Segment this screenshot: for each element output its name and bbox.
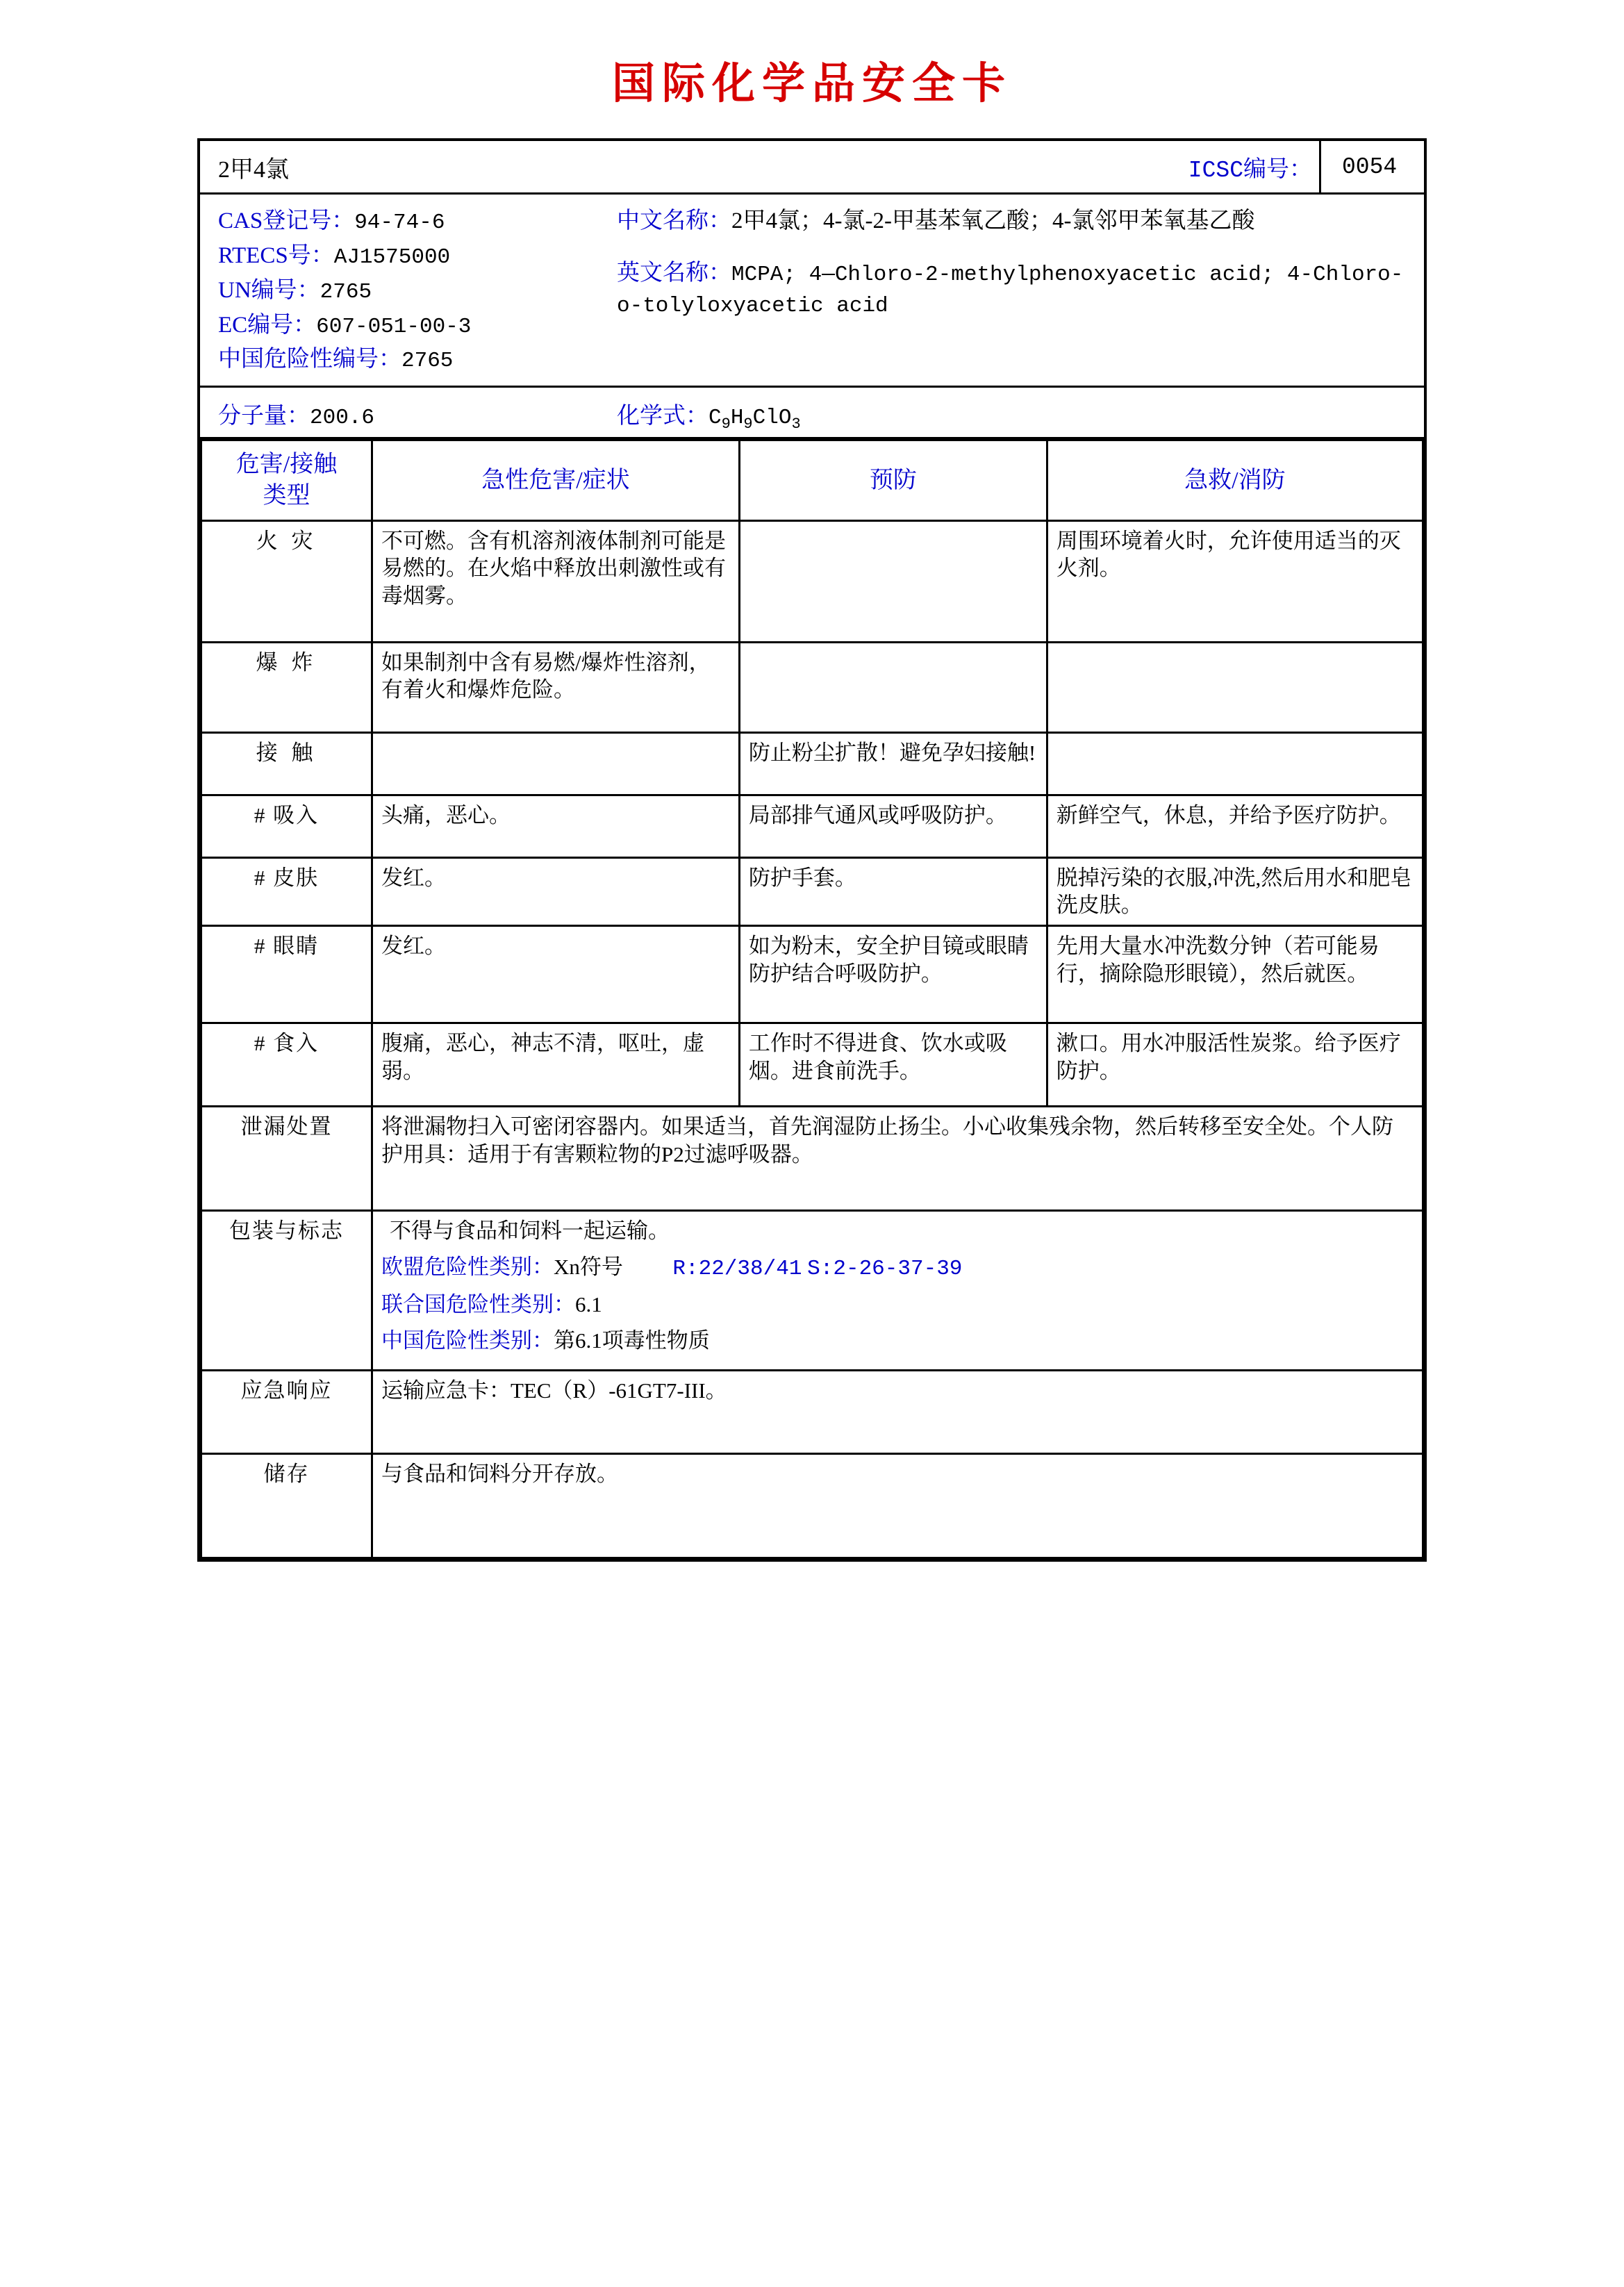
row-prevention-inhalation: 局部排气通风或呼吸防护。 [739, 795, 1047, 857]
table-row [201, 857, 1423, 925]
row-acute-inhalation: 头痛，恶心。 [372, 795, 740, 857]
packaging-line-transport: 不得与食品和饲料一起运输。 [390, 1219, 670, 1244]
rtecs-label: RTECS号： [218, 242, 334, 268]
emergency-row [201, 1371, 1423, 1454]
packaging-line-eu [381, 1253, 1414, 1283]
packaging-row [201, 1211, 1423, 1371]
chinese-name-row [617, 206, 1409, 237]
eu-hazard-value: Xn符号 [554, 1254, 623, 1279]
row-firstaid-eyes: 先用大量水冲洗数分钟（若可能易行，摘除隐形眼镜），然后就医。 [1047, 926, 1423, 1023]
row-firstaid-fire: 周围环境着火时，允许使用适当的灭火剂。 [1047, 520, 1423, 642]
row-acute-explosion: 如果制剂中含有易燃/爆炸性溶剂，有着火和爆炸危险。 [372, 642, 740, 732]
packaging-line-cn [381, 1327, 1414, 1355]
page-title: 国际化学品安全卡 [611, 60, 1012, 108]
storage-text: 与食品和饲料分开存放。 [372, 1454, 1423, 1558]
row-prevention-explosion [739, 642, 1047, 732]
leak-row [201, 1107, 1423, 1211]
identity-formula-block [200, 397, 1424, 439]
molecular-weight-row [218, 397, 617, 433]
molecular-weight-value: 200.6 [310, 406, 375, 431]
row-label-storage: 储存 [201, 1454, 372, 1558]
row-prevention-fire [739, 520, 1047, 642]
cas-row [218, 206, 617, 238]
row-firstaid-skin: 脱掉污染的衣服,冲洗,然后用水和肥皂洗皮肤。 [1047, 857, 1423, 925]
row-acute-fire: 不可燃。含有机溶剂液体制剂可能是易燃的。在火焰中释放出刺激性或有毒烟雾。 [372, 520, 740, 642]
cn-hazard-label: 中国危险性类别： [381, 1328, 554, 1353]
row-label-eyes: # 眼睛 [201, 926, 372, 1023]
cn-hazard-no-label: 中国危险性编号： [218, 347, 401, 372]
cn-hazard-no-value: 2765 [401, 349, 454, 374]
row-label-explosion: 爆 炸 [201, 642, 372, 732]
header-type-line2: 类型 [263, 482, 310, 509]
table-row [201, 926, 1423, 1023]
icsc-label: ICSC编号： [1188, 157, 1312, 183]
packaging-line-un [381, 1291, 1414, 1319]
un-row [218, 275, 617, 307]
identity-codes [200, 206, 617, 379]
molecular-weight-label: 分子量： [218, 404, 310, 429]
rtecs-row [218, 240, 617, 272]
row-label-emergency: 应急响应 [201, 1371, 372, 1454]
packaging-content [372, 1211, 1423, 1371]
ec-value: 607-051-00-3 [316, 314, 472, 339]
chemical-formula-label: 化学式： [617, 404, 709, 429]
row-firstaid-ingestion: 漱口。用水冲服活性炭浆。给予医疗防护。 [1047, 1023, 1423, 1107]
row-acute-skin: 发红。 [372, 857, 740, 925]
english-name-row [617, 258, 1409, 322]
page [0, 49, 1624, 2287]
header-type [201, 440, 372, 520]
identity-names [617, 206, 1424, 379]
row-prevention-ingestion: 工作时不得进食、饮水或吸烟。进食前洗手。 [739, 1023, 1047, 1107]
chemical-formula-row [617, 397, 801, 433]
row-acute-ingestion: 腹痛，恶心，神志不清，呕吐，虚弱。 [372, 1023, 740, 1107]
row-label-exposure: 接 触 [201, 732, 372, 795]
row-label-ingestion: # 食入 [201, 1023, 372, 1107]
leak-text: 将泄漏物扫入可密闭容器内。如果适当，首先润湿防止扬尘。小心收集残余物，然后转移至安全处。个人防护用具：适用于有害颗粒物的P2过滤呼吸器。 [372, 1107, 1423, 1211]
row-prevention-skin: 防护手套。 [739, 857, 1047, 925]
row-label-inhalation: # 吸入 [201, 795, 372, 857]
cn-hazard-no-row [218, 344, 617, 376]
table-row [201, 520, 1423, 642]
cas-label: CAS登记号： [218, 208, 355, 233]
rtecs-value: AJ1575000 [333, 245, 451, 270]
table-header-row [201, 440, 1423, 520]
row-label-leak: 泄漏处置 [201, 1107, 372, 1211]
row-label-skin: # 皮肤 [201, 857, 372, 925]
cas-value: 94-74-6 [354, 210, 445, 235]
ec-label: EC编号： [218, 312, 317, 338]
icsc-number-group [1188, 141, 1424, 192]
header-acute: 急性危害/症状 [372, 440, 740, 520]
english-name-label: 英文名称： [617, 260, 731, 286]
identity-block [200, 195, 1424, 388]
chinese-name-value: 2甲4氯；4-氯-2-甲基苯氧乙酸；4-氯邻甲苯氧基乙酸 [731, 208, 1255, 233]
eu-r-phrases: R:22/38/41 [672, 1256, 802, 1281]
header-firstaid: 急救/消防 [1047, 440, 1423, 520]
ec-row [218, 310, 617, 342]
chemical-formula-value: $C_9H_9ClO_3$ [709, 406, 801, 434]
row-firstaid-exposure [1047, 732, 1423, 795]
row-firstaid-inhalation: 新鲜空气，休息，并给予医疗防护。 [1047, 795, 1423, 857]
table-row [201, 642, 1423, 732]
english-name-value: MCPA; 4—Chloro-2-methylphenoxyacetic acid; 4-Chloro-o-tolyloxyacetic acid [617, 262, 1404, 319]
row-acute-eyes: 发红。 [372, 926, 740, 1023]
chinese-name-label: 中文名称： [617, 208, 731, 233]
card-header [200, 141, 1424, 195]
table-row [201, 795, 1423, 857]
row-label-packaging: 包装与标志 [201, 1211, 372, 1371]
table-row [201, 732, 1423, 795]
row-label-fire: 火 灾 [201, 520, 372, 642]
icsc-card [197, 138, 1427, 1562]
row-prevention-exposure: 防止粉尘扩散！避免孕妇接触! [739, 732, 1047, 795]
un-hazard-value: 6.1 [575, 1292, 602, 1317]
row-firstaid-explosion [1047, 642, 1423, 732]
storage-row [201, 1454, 1423, 1558]
hazard-table [200, 439, 1424, 1559]
eu-s-phrases: S:2-26-37-39 [807, 1256, 963, 1281]
substance-name: 2甲4氯 [218, 156, 289, 183]
cn-hazard-value: 第6.1项毒性物质 [554, 1328, 710, 1353]
un-hazard-label: 联合国危险性类别： [381, 1292, 575, 1317]
un-value: 2765 [320, 279, 372, 304]
eu-hazard-label: 欧盟危险性类别： [381, 1254, 554, 1279]
icsc-number: 0054 [1319, 141, 1424, 192]
row-prevention-eyes: 如为粉末，安全护目镜或眼睛防护结合呼吸防护。 [739, 926, 1047, 1023]
row-acute-exposure [372, 732, 740, 795]
un-label: UN编号： [218, 277, 320, 303]
header-prevention: 预防 [739, 440, 1047, 520]
emergency-text: 运输应急卡：TEC（R）-61GT7-III。 [372, 1371, 1423, 1454]
header-type-line1: 危害/接触 [235, 452, 338, 478]
table-row [201, 1023, 1423, 1107]
